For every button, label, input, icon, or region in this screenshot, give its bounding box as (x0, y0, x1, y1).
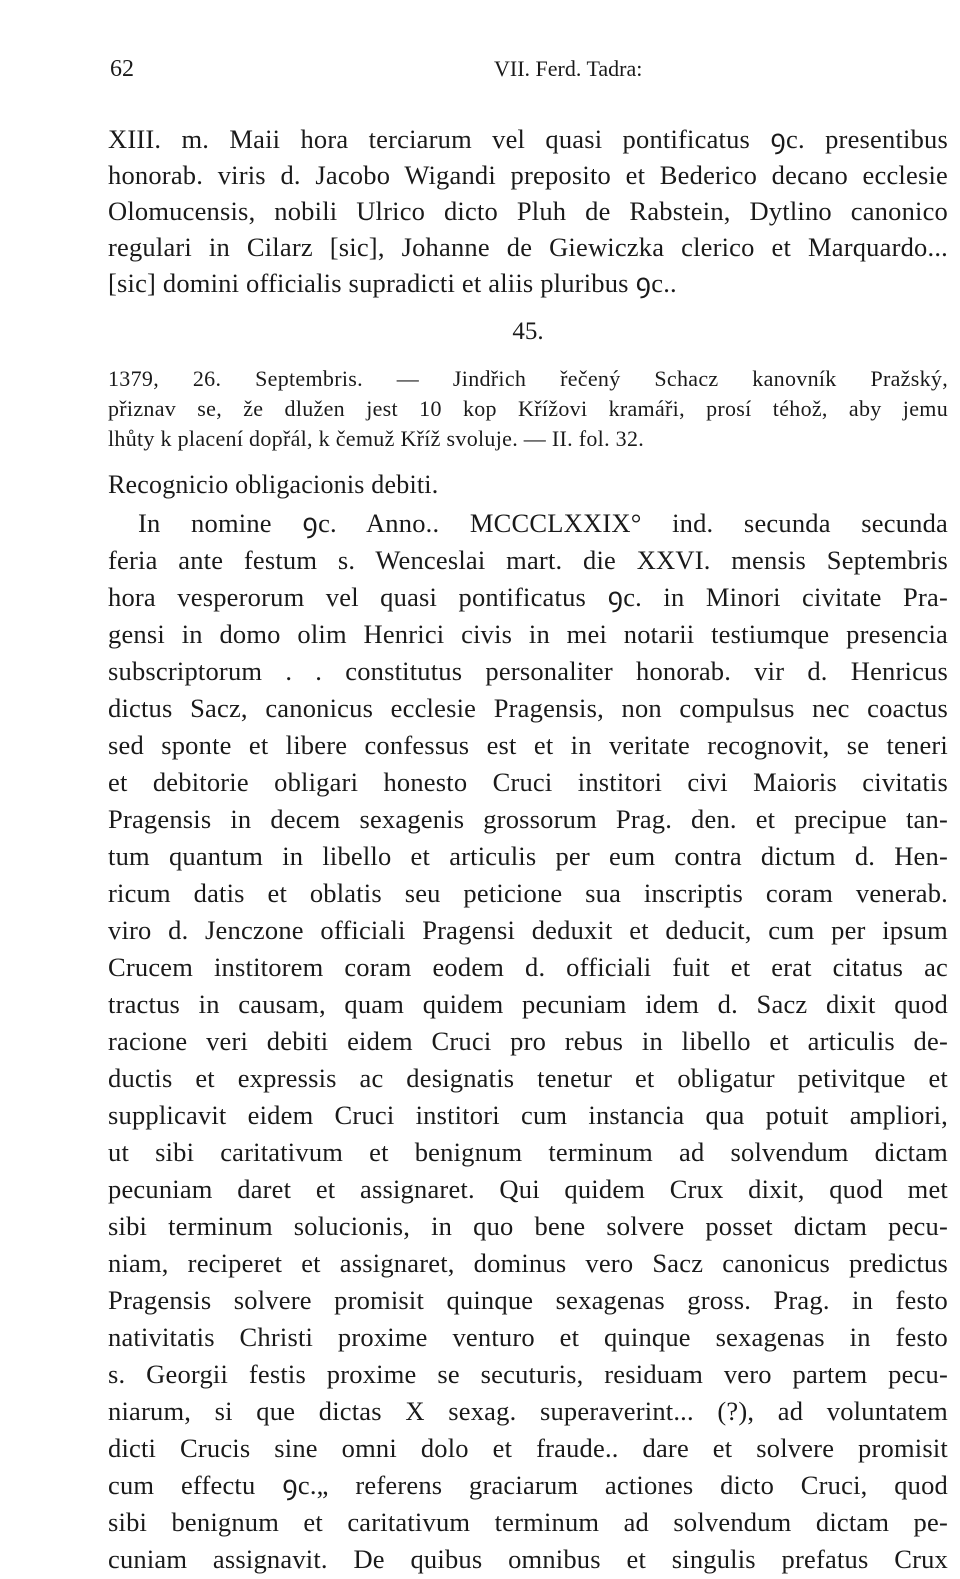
regest-line: lhůty k placení dopřál, k čemuž Kříž svoluje. — II. fol. 32. (108, 426, 645, 451)
body-line: hora vesperorum vel quasi pontificatus ꝯc. in Minori civitate Pra- (108, 582, 948, 612)
body-line: subscriptorum . . constitutus personaliter honorab. vir d. Henricus (108, 656, 948, 686)
body-line: cum effectu ꝯc.„ referens graciarum actiones dicto Cruci, quod (108, 1470, 948, 1500)
running-head: VII. Ferd. Tadra: (494, 56, 643, 81)
body-line: racione veri debiti eidem Cruci pro rebus in libello et articulis de- (108, 1026, 948, 1056)
body-line: ut sibi caritativum et benignum terminum ad solvendum dictam (108, 1137, 948, 1167)
document-heading: Recognicio obligacionis debiti. (108, 470, 439, 499)
entry-number: 45. (512, 318, 544, 345)
body-line: sibi terminum solucionis, in quo bene solvere posset dictam pecu- (108, 1211, 948, 1241)
body-line: viro d. Jenczone officiali Pragensi deduxit et deducit, cum per ipsum (108, 915, 948, 945)
body-line: cuniam assignavit. De quibus omnibus et singulis prefatus Crux (108, 1544, 948, 1574)
book-page (108, 0, 948, 1579)
body-line: sibi benignum et caritativum terminum ad solvendum dictam pe- (108, 1507, 948, 1537)
body-line: gensi in domo olim Henrici civis in mei notarii testiumque presencia (108, 619, 948, 649)
body-line: pecuniam daret et assignaret. Qui quidem Crux dixit, quod met (108, 1174, 948, 1204)
text-line: regulari in Cilarz [sic], Johanne de Giewiczka clerico et Marquardo... (108, 232, 948, 262)
text-line: XIII. m. Maii hora terciarum vel quasi pontificatus ꝯc. presentibus (108, 124, 948, 154)
body-line: dictus Sacz, canonicus ecclesie Pragensis, non compulsus nec coactus (108, 693, 948, 723)
regest-line: 1379, 26. Septembris. — Jindřich řečený Schacz kanovník Pražský, (108, 366, 948, 391)
body-line: feria ante festum s. Wenceslai mart. die XXVI. mensis Septembris (108, 545, 948, 575)
body-line: tractus in causam, quam quidem pecuniam idem d. Sacz dixit quod (108, 989, 948, 1019)
body-line: Crucem institorem coram eodem d. officiali fuit et erat citatus ac (108, 952, 948, 982)
body-line: sed sponte et libere confessus est et in veritate recognovit, se teneri (108, 730, 948, 760)
page-number: 62 (110, 56, 134, 82)
body-line: supplicavit eidem Cruci institori cum instancia qua potuit ampliori, (108, 1100, 948, 1130)
page-header (108, 52, 948, 92)
body-line: niam, reciperet et assignaret, dominus vero Sacz canonicus predictus (108, 1248, 948, 1278)
body-line: Pragensis solvere promisit quinque sexagenas gross. Prag. in festo (108, 1285, 948, 1315)
body-line: ricum datis et oblatis seu peticione sua inscriptis coram venerab. (108, 878, 948, 908)
body-line: tum quantum in libello et articulis per eum contra dictum d. Hen- (108, 841, 948, 871)
body-line: In nomine ꝯc. Anno.. MCCCLXXIX° ind. secunda secunda (138, 508, 948, 538)
body-line: ductis et expressis ac designatis tenetur et obligatur petivitque et (108, 1063, 948, 1093)
body-line: s. Georgii festis proxime se secuturis, residuam vero partem pecu- (108, 1359, 948, 1389)
text-line: honorab. viris d. Jacobo Wigandi preposito et Bederico decano ecclesie (108, 160, 948, 190)
body-line: et debitorie obligari honesto Cruci institori civi Maioris civitatis (108, 767, 948, 797)
text-line: Olomucensis, nobili Ulrico dicto Pluh de Rabstein, Dytlino canonico (108, 196, 948, 226)
text-line: [sic] domini officialis supradicti et aliis pluribus ꝯc.. (108, 268, 677, 298)
body-line: Pragensis in decem sexagenis grossorum Prag. den. et precipue tan- (108, 804, 948, 834)
regest-line: přiznav se, že dlužen jest 10 kop Křížovi kramáři, prosí téhož, aby jemu (108, 396, 948, 421)
body-line: nativitatis Christi proxime venturo et quinque sexagenas in festo (108, 1322, 948, 1352)
body-line: dicti Crucis sine omni dolo et fraude.. dare et solvere promisit (108, 1433, 948, 1463)
body-line: niarum, si que dictas X sexag. superaverint... (?), ad voluntatem (108, 1396, 948, 1426)
